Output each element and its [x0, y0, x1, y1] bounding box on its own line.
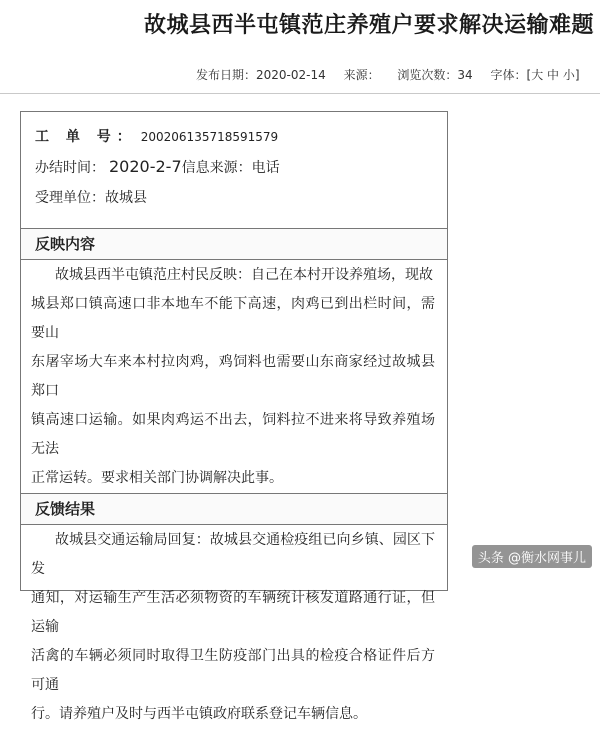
page-title: 故城县西半屯镇范庄养殖户要求解决运输难题: [143, 13, 594, 38]
report-body: [21, 260, 447, 493]
article-meta: [196, 66, 600, 83]
accepting-unit-label: 受理单位：: [35, 190, 105, 206]
handled-time-value: 2020-2-7: [109, 157, 182, 176]
report-line: 镇高速口运输。如果肉鸡运不出去，饲料拉不进来将导致养殖场无法: [31, 412, 435, 457]
ticket-number-label: 工 单 号：: [35, 129, 137, 145]
feedback-body: [21, 525, 447, 729]
feedback-line: 活禽的车辆必须同时取得卫生防疫部门出具的检疫合格证件后方可通: [31, 648, 435, 693]
ticket-panel: [20, 111, 448, 722]
source-label: 来源：: [343, 68, 380, 82]
ticket-info: [21, 112, 447, 228]
handled-time-label: 办结时间：: [35, 160, 105, 176]
font-size-selector[interactable]: 字体：[大 中 小]: [490, 68, 580, 82]
accepting-unit-row: [35, 183, 433, 213]
report-line: 东屠宰场大车来本村拉肉鸡，鸡饲料也需要山东商家经过故城县郑口: [31, 354, 435, 399]
report-line: 正常运转。要求相关部门协调解决此事。: [31, 470, 283, 486]
feedback-line: 行。请养殖户及时与西半屯镇政府联系登记车辆信息。: [31, 706, 367, 722]
report-line: 城县郑口镇高速口非本地车不能下高速，肉鸡已到出栏时间，需要山: [31, 296, 435, 341]
ticket-number-row: [35, 122, 433, 152]
publish-date: 发布日期：2020-02-14: [196, 68, 326, 82]
feedback-line: 故城县交通运输局回复：故城县交通检疫组已向乡镇、园区下发: [31, 532, 435, 577]
report-heading: 反映内容: [21, 228, 447, 260]
header-divider: [0, 93, 600, 94]
feedback-line: 通知，对运输生产生活必须物资的车辆统计核发道路通行证，但运输: [31, 590, 435, 635]
watermark: 头条 @衡水网事儿: [472, 545, 592, 568]
info-source: 信息来源：电话: [181, 160, 280, 176]
report-line: 故城县西半屯镇范庄村民反映：自己在本村开设养殖场，现故: [55, 267, 433, 283]
feedback-heading: 反馈结果: [21, 493, 447, 525]
ticket-number-value: 200206135718591579: [140, 130, 279, 144]
handled-time-row: [35, 152, 433, 183]
accepting-unit-value: 故城县: [105, 190, 147, 206]
view-count: 浏览次数：34: [397, 68, 473, 82]
